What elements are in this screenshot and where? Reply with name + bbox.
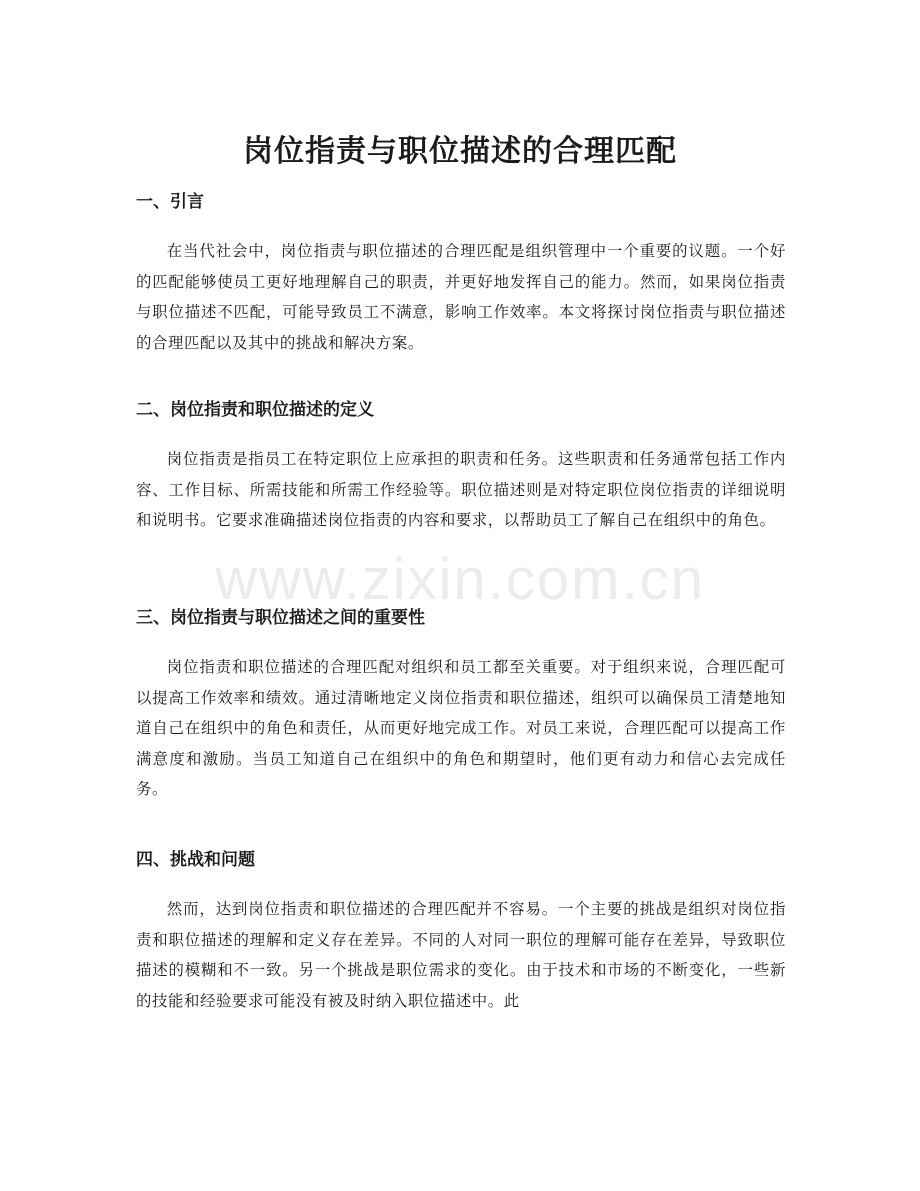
section-paragraph: 岗位指责是指员工在特定职位上应承担的职责和任务。这些职责和任务通常包括工作内容、工作目标、所需技能和所需工作经验等。职位描述则是对特定职位岗位指责的详细说明和说明书。它要求准确描述岗位指责的内容和要求，以帮助员工了解自己在组织中的角色。 [136, 450, 786, 529]
section-heading: 三、岗位指责与职位描述之间的重要性 [136, 608, 425, 628]
section-definitions [136, 396, 786, 536]
section-paragraph: 然而，达到岗位指责和职位描述的合理匹配并不容易。一个主要的挑战是组织对岗位指责和职位描述的理解和定义存在差异。不同的人对同一职位的理解可能存在差异，导致职位描述的模糊和不一致。另一个挑战是职位需求的变化。由于技术和市场的不断变化，一些新的技能和经验要求可能没有被及时纳入职位描述中。此 [136, 900, 786, 1010]
document-title: 岗位指责与职位描述的合理匹配 [243, 134, 677, 170]
section-heading: 一、引言 [136, 192, 204, 212]
section-paragraph: 岗位指责和职位描述的合理匹配对组织和员工都至关重要。对于组织来说，合理匹配可以提高工作效率和绩效。通过清晰地定义岗位指责和职位描述，组织可以确保员工清楚地知道自己在组织中的角色和责任，从而更好地完成工作。对员工来说，合理匹配可以提高工作满意度和激励。当员工知道自己在组织中的角色和期望时，他们更有动力和信心去完成任务。 [136, 658, 786, 798]
section-importance [136, 604, 786, 805]
section-heading: 二、岗位指责和职位描述的定义 [136, 400, 374, 420]
section-paragraph: 在当代社会中，岗位指责与职位描述的合理匹配是组织管理中一个重要的议题。一个好的匹配能够使员工更好地理解自己的职责，并更好地发挥自己的能力。然而，如果岗位指责与职位描述不匹配，可能导致员工不满意，影响工作效率。本文将探讨岗位指责与职位描述的合理匹配以及其中的挑战和解决方案。 [136, 242, 786, 352]
section-introduction [136, 188, 786, 358]
section-challenges [136, 846, 786, 1016]
watermark-text: www.zixin.com.cn [215, 547, 705, 612]
section-heading: 四、挑战和问题 [136, 850, 255, 870]
